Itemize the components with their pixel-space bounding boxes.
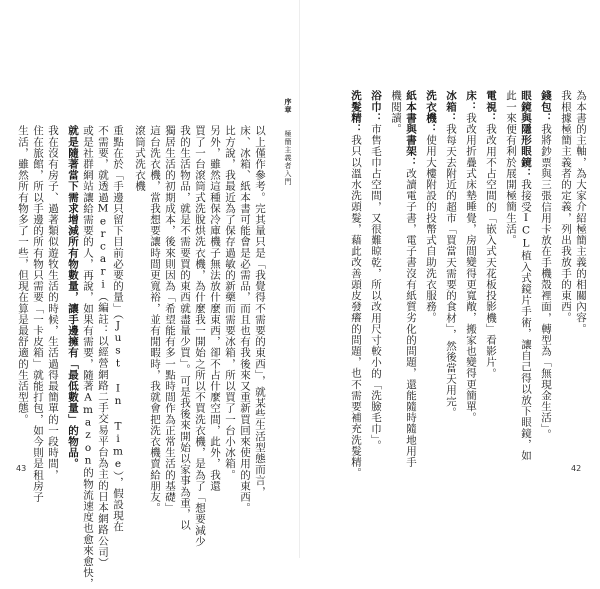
text-column [503,90,518,245]
running-head: 序章 [284,98,292,114]
body-line: 獨居生活的初期成本，後來則因為「希望能有多一點時間作為正常生活的基礎」 [164,125,176,514]
text-column [348,90,363,479]
text-column [177,125,192,530]
body-line: 以上僅作參考。完其量只是「我覺得不需要的東西」，就某些生活型態而言， [254,125,266,498]
body-line: 比方說，我最近為了保存過敏的新藥而需要冰箱，所以買了一台小冰箱。 [224,125,236,481]
text-column [45,125,60,480]
text-column [518,90,533,461]
text-column [132,125,147,192]
body-line: 買了一台滾筒式洗脫烘洗衣機，為什麼我一開始之所以不買洗衣機，是為了「想要減少 [194,125,206,547]
item-keyword: 洗髮精： [350,90,362,135]
body-line: 生活，雖然所有物多了一些，但現在算是最舒適的生活型態。 [17,125,29,425]
item-keyword: 眼鏡與隱形眼鏡： [520,90,532,179]
text-column [65,125,80,469]
text-column [15,125,30,425]
page-number-right: 42 [571,464,582,473]
text-column [192,125,207,547]
body-line: 我根據極簡主義者的定義，列出我放手的東西。 [560,90,572,324]
item-keyword: 洗衣機： [425,90,437,135]
body-line: 市售毛巾占空間，又很難晾乾，所以改用尺寸較小的「洗臉毛巾」。 [370,123,382,452]
body-line: 機閱讀。 [390,90,402,135]
body-line: 我改用折疊式床墊睡覺，房間變得更寬敞，搬家也變得更簡單。 [465,112,477,424]
text-column [368,90,383,451]
right-page [300,0,600,558]
body-line: 我接受ICL植入式鏡片手術，讓自己得以放下眼鏡，如 [520,178,532,461]
text-column [403,90,418,467]
text-column [147,125,162,514]
text-column [207,125,222,491]
body-line: 就是隨著當下需求增減所有物數量，讓手邊擁有「最低數量」的物品。 [67,125,79,470]
item-keyword: 冰箱： [445,90,457,124]
body-line: 我的生活物品，就是不需要買的東西就盡量少買」。可是我後來開始以家事為重，以 [179,125,191,531]
body-line: 改讀電子書，電子書沒有紙質劣化的問題，還能隨時隨地用手 [405,167,417,468]
body-line: 使用大樓附設的投幣式自助洗衣服務。 [425,134,437,324]
body-line: 我改用不占空間的「嵌入式天花板投影機」看影片。 [485,123,497,379]
text-column [443,90,458,418]
text-column [558,90,573,323]
text-column [237,125,252,514]
text-column [483,90,498,379]
body-line: 重點在於「手邊只留下目前必要的量」（Just In Time），假設現在 [112,125,124,533]
text-column [95,125,110,568]
text-column [222,125,237,480]
page-number-left: 43 [16,464,27,473]
text-column [162,125,177,514]
text-column [252,125,267,497]
running-subtitle: 極簡主義者入門 [284,130,292,186]
body-line: 為本書的主軸，為大家介紹極簡主義的相關內容。 [575,90,587,335]
body-line: 住在旅館，所以手邊的所有物只需要「一卡皮箱」就能打包，如今則是租房子 [32,125,44,503]
text-column [110,125,125,532]
item-keyword: 浴巾： [370,90,382,124]
body-line: 我每天去附近的超市「買當天需要的食材」，然後當天用完。 [445,123,457,418]
item-keyword: 電視： [485,90,497,124]
text-column [80,125,95,589]
item-keyword: 紙本書與書架： [405,90,417,168]
text-column [30,125,45,502]
body-line: 我在沒有房子、過著類似遊牧生活的時候，生活過得最簡單的一段時間， [47,125,59,481]
body-line: 我將鈔票與三張信用卡放在手機殼裡面，轉型為「無現金生活」。 [540,123,552,440]
body-line: 這台洗衣機，當我想要讓時間更寬裕，並有閒暇時，我就會把洗衣機賣給朋友。 [149,125,161,514]
text-column [423,90,438,323]
text-column [388,90,403,134]
body-line: 滾筒式洗衣機 [134,125,146,192]
body-line: 或是社群網站讓給需要的人，再說，如果有需要，隨著Amazon的物流速度也愈來愈快， [82,125,94,589]
text-column [538,90,553,440]
item-keyword: 床： [465,90,477,113]
body-line: 此一來便有利於展開極簡生活。 [505,90,517,246]
body-line: 不需要，就透過Mercari（編註：以經營網路二手交易平台為主的日本網路公司） [97,125,109,569]
body-line: 床、冰箱、紙本書可能會是必需品，而且也有我後來又重新買回來使用的東西。 [239,125,251,514]
body-line: 我只以溫水洗頭髮，藉此改善頭皮發癢的問題，也不需要補充洗髮精。 [350,134,362,479]
text-column [463,90,478,423]
text-column [573,90,588,334]
body-line: 另外，雖然這種保冷庫機子無法放什麼東西，卻不占什麼空間，此外，我還 [209,125,221,492]
item-keyword: 錢包： [540,90,552,124]
